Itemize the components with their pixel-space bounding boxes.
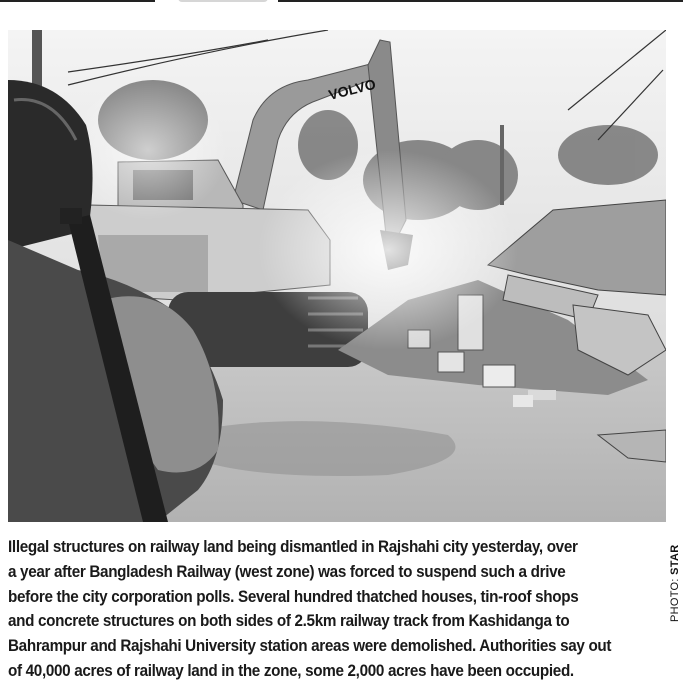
top-rule-left bbox=[0, 0, 155, 2]
photo-credit-label: PHOTO: bbox=[669, 574, 681, 622]
caption-line: Illegal structures on railway land being dismantled in Rajshahi city yesterday, over bbox=[8, 538, 578, 556]
news-photo bbox=[8, 30, 666, 522]
excavator-brand: VOLVO bbox=[326, 75, 378, 103]
caption-line: of 40,000 acres of railway land in the zone, some 2,000 acres have been occupied. bbox=[8, 661, 574, 680]
photo-credit-source: STAR bbox=[669, 544, 681, 575]
section-header-fragment bbox=[178, 0, 268, 2]
caption-line: a year after Bangladesh Railway (west zone) was forced to suspend such a drive bbox=[8, 562, 566, 581]
dust-cloud bbox=[258, 150, 518, 350]
caption-line: before the city corporation polls. Several hundred thatched houses, tin-roof shops bbox=[8, 587, 579, 606]
caption-line: Bahrampur and Rajshahi University station areas were demolished. Authorities say out bbox=[8, 637, 612, 656]
dust-haze-left bbox=[68, 80, 228, 220]
top-rule-right bbox=[278, 0, 683, 2]
caption-line: and concrete structures on both sides of 2.5km railway track from Kashidanga to bbox=[8, 612, 570, 631]
photo-caption bbox=[8, 535, 627, 684]
photo-credit bbox=[667, 522, 683, 622]
